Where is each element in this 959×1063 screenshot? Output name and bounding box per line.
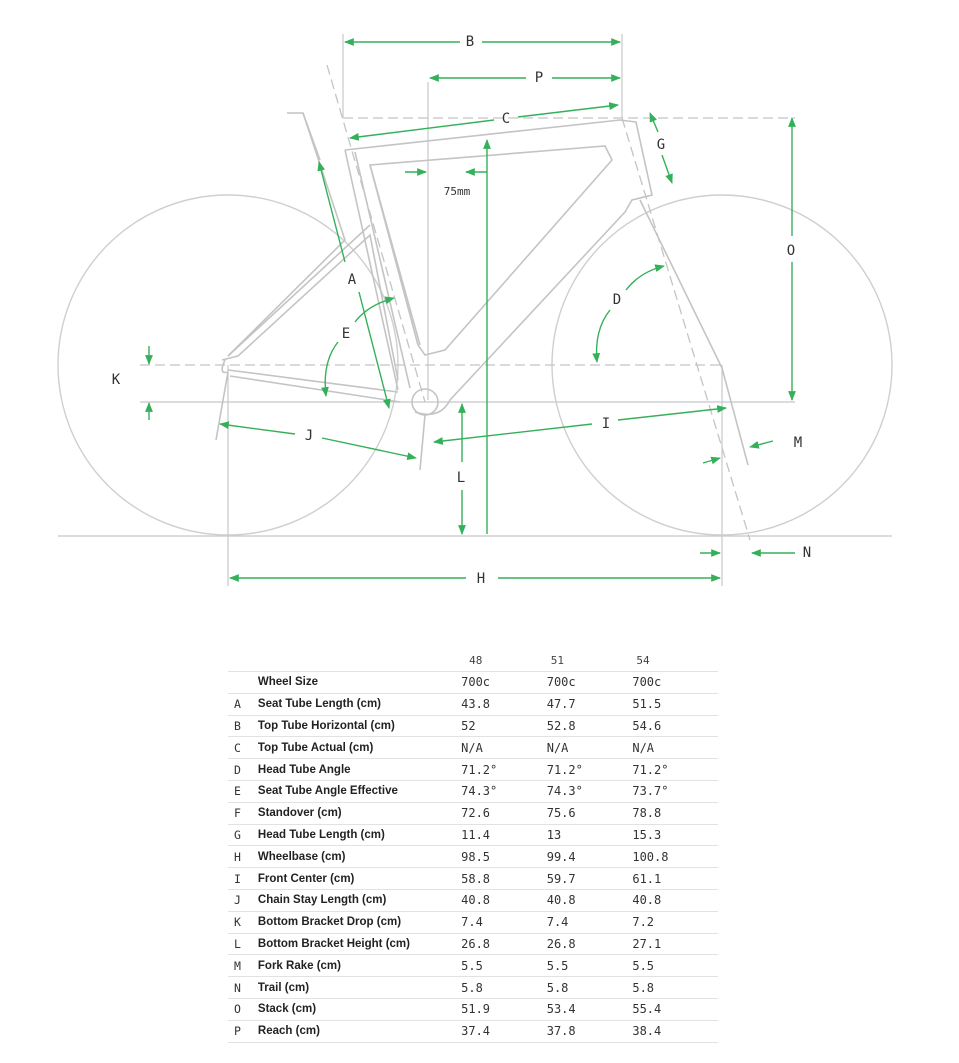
dim-label-M: M bbox=[793, 435, 803, 451]
row-name: Bottom Bracket Height (cm) bbox=[258, 933, 461, 955]
row-value-48: 52 bbox=[461, 715, 547, 737]
size-header-51: 51 bbox=[547, 650, 633, 672]
row-name: Top Tube Actual (cm) bbox=[258, 737, 461, 759]
row-value-48: 700c bbox=[461, 672, 547, 694]
dim-label-P: P bbox=[534, 70, 544, 86]
row-value-48: 40.8 bbox=[461, 889, 547, 911]
dimension-arrows bbox=[149, 42, 795, 578]
row-value-48: 72.6 bbox=[461, 802, 547, 824]
row-value-51: 53.4 bbox=[547, 998, 633, 1020]
row-value-54: 700c bbox=[632, 672, 718, 694]
row-value-54: 15.3 bbox=[632, 824, 718, 846]
row-value-54: 7.2 bbox=[632, 911, 718, 933]
row-value-51: 700c bbox=[547, 672, 633, 694]
row-letter: O bbox=[228, 998, 258, 1020]
row-value-48: 26.8 bbox=[461, 933, 547, 955]
row-value-54: 51.5 bbox=[632, 693, 718, 715]
table-row bbox=[228, 824, 718, 846]
table-row bbox=[228, 802, 718, 824]
header-name-cell bbox=[258, 650, 461, 672]
row-value-48: 5.5 bbox=[461, 955, 547, 977]
row-letter: C bbox=[228, 737, 258, 759]
dim-label-D: D bbox=[612, 292, 622, 308]
row-letter: B bbox=[228, 715, 258, 737]
table-row bbox=[228, 977, 718, 999]
geometry-table bbox=[228, 650, 718, 1043]
table-row bbox=[228, 780, 718, 802]
table-row bbox=[228, 693, 718, 715]
dim-label-C: C bbox=[501, 111, 511, 127]
dim-label-G: G bbox=[656, 137, 666, 153]
row-letter bbox=[228, 672, 258, 694]
row-name: Top Tube Horizontal (cm) bbox=[258, 715, 461, 737]
row-name: Head Tube Angle bbox=[258, 759, 461, 781]
row-value-54: 100.8 bbox=[632, 846, 718, 868]
table-row bbox=[228, 889, 718, 911]
row-letter: L bbox=[228, 933, 258, 955]
row-value-54: 73.7° bbox=[632, 780, 718, 802]
table-row bbox=[228, 715, 718, 737]
row-letter: J bbox=[228, 889, 258, 911]
row-value-48: 51.9 bbox=[461, 998, 547, 1020]
row-value-54: 54.6 bbox=[632, 715, 718, 737]
row-value-54: 38.4 bbox=[632, 1020, 718, 1042]
row-letter: D bbox=[228, 759, 258, 781]
size-header-54: 54 bbox=[632, 650, 718, 672]
row-name: Front Center (cm) bbox=[258, 868, 461, 890]
size-header-48: 48 bbox=[461, 650, 547, 672]
table-row bbox=[228, 1020, 718, 1042]
dim-label-J: J bbox=[304, 428, 314, 444]
row-value-51: 5.5 bbox=[547, 955, 633, 977]
size-header-row bbox=[228, 650, 718, 672]
dim-label-E: E bbox=[341, 326, 351, 342]
row-value-51: 59.7 bbox=[547, 868, 633, 890]
row-value-51: 13 bbox=[547, 824, 633, 846]
row-value-54: 5.8 bbox=[632, 977, 718, 999]
row-name: Standover (cm) bbox=[258, 802, 461, 824]
row-letter: N bbox=[228, 977, 258, 999]
row-letter: E bbox=[228, 780, 258, 802]
row-value-48: 11.4 bbox=[461, 824, 547, 846]
table-row bbox=[228, 759, 718, 781]
row-name: Seat Tube Angle Effective bbox=[258, 780, 461, 802]
row-value-51: 26.8 bbox=[547, 933, 633, 955]
row-value-48: 58.8 bbox=[461, 868, 547, 890]
row-value-51: N/A bbox=[547, 737, 633, 759]
row-value-54: 55.4 bbox=[632, 998, 718, 1020]
row-value-51: 99.4 bbox=[547, 846, 633, 868]
row-value-54: 78.8 bbox=[632, 802, 718, 824]
row-name: Bottom Bracket Drop (cm) bbox=[258, 911, 461, 933]
row-value-48: 98.5 bbox=[461, 846, 547, 868]
row-value-48: N/A bbox=[461, 737, 547, 759]
dim-label-K: K bbox=[111, 372, 121, 388]
dim-label-O: O bbox=[786, 243, 796, 259]
seat-tube-extension bbox=[327, 65, 425, 402]
table-row bbox=[228, 868, 718, 890]
row-value-54: 5.5 bbox=[632, 955, 718, 977]
dim-label-A: A bbox=[347, 272, 357, 288]
row-value-51: 74.3° bbox=[547, 780, 633, 802]
row-value-48: 7.4 bbox=[461, 911, 547, 933]
row-letter: A bbox=[228, 693, 258, 715]
row-name: Seat Tube Length (cm) bbox=[258, 693, 461, 715]
row-value-54: 27.1 bbox=[632, 933, 718, 955]
bike-frame bbox=[216, 113, 748, 470]
row-letter: K bbox=[228, 911, 258, 933]
row-name: Wheelbase (cm) bbox=[258, 846, 461, 868]
row-value-51: 40.8 bbox=[547, 889, 633, 911]
offset-75mm-label: 75mm bbox=[443, 185, 471, 198]
table-row bbox=[228, 737, 718, 759]
row-value-51: 75.6 bbox=[547, 802, 633, 824]
row-letter: P bbox=[228, 1020, 258, 1042]
row-letter: H bbox=[228, 846, 258, 868]
row-value-51: 5.8 bbox=[547, 977, 633, 999]
row-letter: F bbox=[228, 802, 258, 824]
steering-axis bbox=[622, 118, 750, 540]
dim-label-N: N bbox=[802, 545, 812, 561]
row-name: Head Tube Length (cm) bbox=[258, 824, 461, 846]
row-value-48: 43.8 bbox=[461, 693, 547, 715]
dim-label-I: I bbox=[601, 416, 611, 432]
row-letter: M bbox=[228, 955, 258, 977]
header-letter-cell bbox=[228, 650, 258, 672]
row-value-51: 47.7 bbox=[547, 693, 633, 715]
table-row bbox=[228, 846, 718, 868]
dim-label-H: H bbox=[476, 571, 486, 587]
table-row bbox=[228, 672, 718, 694]
row-value-54: 61.1 bbox=[632, 868, 718, 890]
table-row bbox=[228, 911, 718, 933]
row-name: Reach (cm) bbox=[258, 1020, 461, 1042]
row-letter: I bbox=[228, 868, 258, 890]
row-value-51: 7.4 bbox=[547, 911, 633, 933]
geometry-table-body bbox=[228, 672, 718, 1043]
row-name: Chain Stay Length (cm) bbox=[258, 889, 461, 911]
row-value-48: 5.8 bbox=[461, 977, 547, 999]
row-value-54: 71.2° bbox=[632, 759, 718, 781]
dim-label-L: L bbox=[456, 470, 466, 486]
row-name: Wheel Size bbox=[258, 672, 461, 694]
row-name: Stack (cm) bbox=[258, 998, 461, 1020]
row-value-54: N/A bbox=[632, 737, 718, 759]
row-letter: G bbox=[228, 824, 258, 846]
row-value-48: 74.3° bbox=[461, 780, 547, 802]
row-value-51: 37.8 bbox=[547, 1020, 633, 1042]
row-value-51: 52.8 bbox=[547, 715, 633, 737]
row-value-51: 71.2° bbox=[547, 759, 633, 781]
table-row bbox=[228, 955, 718, 977]
dim-label-B: B bbox=[465, 34, 475, 50]
row-value-54: 40.8 bbox=[632, 889, 718, 911]
row-name: Trail (cm) bbox=[258, 977, 461, 999]
row-value-48: 71.2° bbox=[461, 759, 547, 781]
table-row bbox=[228, 998, 718, 1020]
table-row bbox=[228, 933, 718, 955]
row-value-48: 37.4 bbox=[461, 1020, 547, 1042]
row-name: Fork Rake (cm) bbox=[258, 955, 461, 977]
